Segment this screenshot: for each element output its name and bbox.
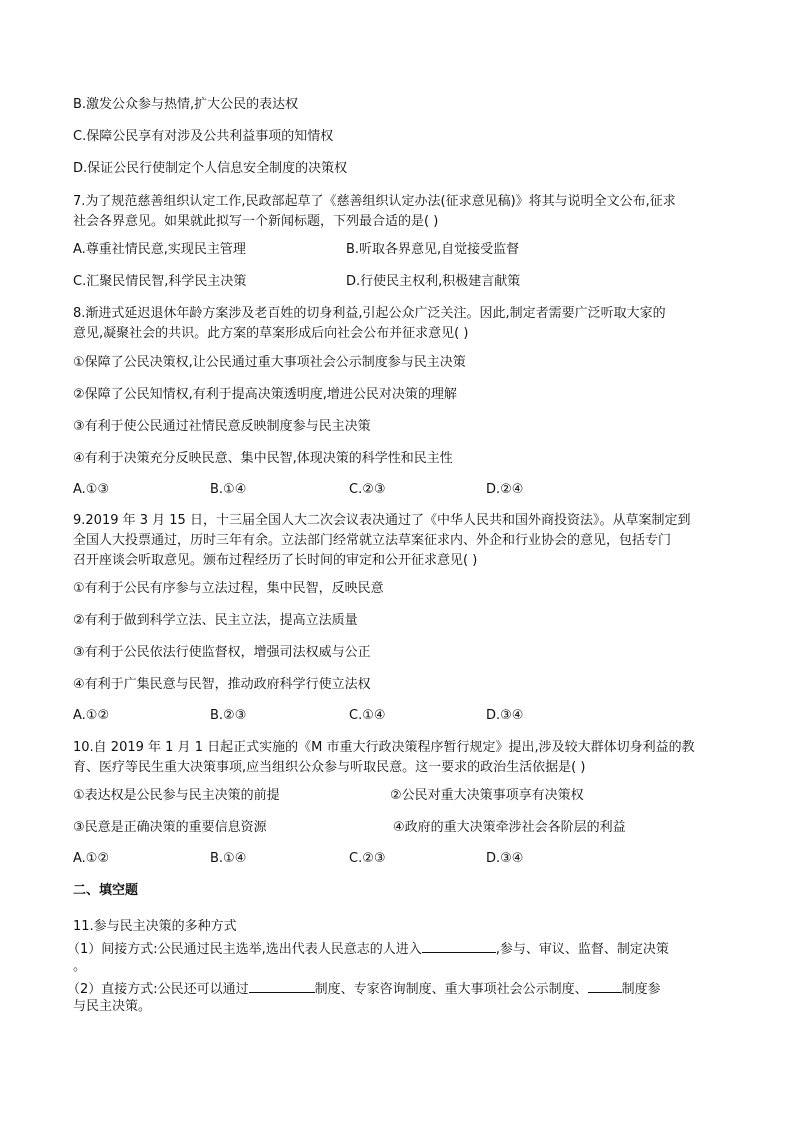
q8-stem-line-2: 意见,凝聚社会的共识。此方案的草案形成后向社会公布并征求意见( ) <box>73 326 469 341</box>
q10-statements-row-2 <box>73 819 723 837</box>
q11-part-2-text: （2）直接方式:公民还可以通过 <box>67 982 249 997</box>
q9-choices <box>73 707 723 725</box>
q7-option-b: B.听取各界意见,自觉接受监督 <box>346 242 520 257</box>
q10-statement-3: ③民意是正确决策的重要信息资源 <box>73 820 267 835</box>
q6-option-c: C.保障公民享有对涉及公共利益事项的知情权 <box>73 129 334 144</box>
q11-part-1-text: （1）间接方式:公民通过民主选举,选出代表人民意志的人进入 <box>67 942 422 957</box>
q9-statement-4: ④有利于广集民意与民智，推动政府科学行使立法权 <box>73 677 371 692</box>
q11-part-2-end: 与民主决策。 <box>73 999 152 1014</box>
q10-choice-a: A.①② <box>73 851 110 866</box>
q8-stem-line-1: 8.渐进式延迟退休年龄方案涉及老百姓的切身利益,引起公众广泛关注。因此,制定者需要广泛听取大家的 <box>73 306 666 321</box>
q9-stem-line-1: 9.2019 年 3 月 15 日，十三届全国人大二次会议表决通过了《中华人民共和国外商投资法》。从草案制定到 <box>73 513 691 528</box>
q6-option-d: D.保证公民行使制定个人信息安全制度的决策权 <box>73 161 348 176</box>
q11-part-1-after: ,参与、审议、监督、制定决策 <box>495 942 669 957</box>
q8-statement-2: ②保障了公民知情权,有利于提高决策透明度,增进公民对决策的理解 <box>73 387 457 402</box>
q9-statement-2: ②有利于做到科学立法、民主立法，提高立法质量 <box>73 613 358 628</box>
q7-option-d: D.行使民主权利,积极建言献策 <box>346 274 521 289</box>
q10-statements-row-1 <box>73 787 723 805</box>
q10-statement-4: ④政府的重大决策牵涉社会各阶层的利益 <box>393 820 626 835</box>
q11-blank-1[interactable] <box>422 938 496 953</box>
q7-option-c: C.汇聚民情民智,科学民主决策 <box>73 274 247 289</box>
q8-statement-1: ①保障了公民决策权,让公民通过重大事项社会公示制度参与民主决策 <box>73 355 466 370</box>
q8-statement-4: ④有利于决策充分反映民意、集中民智,体现决策的科学性和民主性 <box>73 451 453 466</box>
q10-choice-d: D.③④ <box>486 851 524 866</box>
q7-option-a: A.尊重社情民意,实现民主管理 <box>73 242 246 257</box>
q11-part-2-mid: 制度、专家咨询制度、重大事项社会公示制度、 <box>314 982 588 997</box>
q9-statement-1: ①有利于公民有序参与立法过程，集中民智，反映民意 <box>73 581 384 596</box>
q9-statement-3: ③有利于公民依法行使监督权，增强司法权威与公正 <box>73 645 371 660</box>
q9-stem-line-3: 召开座谈会听取意见。颁布过程经历了长时间的审定和公开征求意见( ) <box>73 553 478 568</box>
q10-statement-2: ②公民对重大决策事项享有决策权 <box>390 788 584 803</box>
q10-choice-b: B.①④ <box>210 851 247 866</box>
q8-choice-d: D.②④ <box>486 482 524 497</box>
q8-statement-3: ③有利于使公民通过社情民意反映制度参与民主决策 <box>73 419 371 434</box>
q11-part-1 <box>67 938 669 959</box>
q9-choice-d: D.③④ <box>486 708 524 723</box>
q8-choice-c: C.②③ <box>349 482 386 497</box>
section-fill-in-title: 二、填空题 <box>73 883 139 898</box>
q11-blank-2[interactable] <box>249 978 315 993</box>
q10-stem-line-2: 育、医疗等民生重大决策事项,应当组织公众参与听取民意。这一要求的政治生活依据是( ) <box>73 760 586 775</box>
q10-choice-c: C.②③ <box>349 851 386 866</box>
q11-title: 11.参与民主决策的多种方式 <box>73 919 237 934</box>
q11-part-1-end: 。 <box>73 959 87 974</box>
q7-options-row-1 <box>73 241 723 259</box>
q10-statement-1: ①表达权是公民参与民主决策的前提 <box>73 788 280 803</box>
q8-choice-a: A.①③ <box>73 482 110 497</box>
q7-stem-line-1: 7.为了规范慈善组织认定工作,民政部起草了《慈善组织认定办法(征求意见稿)》将其与说明全文公布,征求 <box>73 194 676 209</box>
q9-stem-line-2: 全国人大投票通过，历时三年有余。立法部门经常就立法草案征求内、外企和行业协会的意见，包括专门 <box>73 533 672 548</box>
q9-choice-b: B.②③ <box>210 708 247 723</box>
q9-choice-c: C.①④ <box>349 708 386 723</box>
q9-choice-a: A.①② <box>73 708 110 723</box>
q10-stem-line-1: 10.自 2019 年 1 月 1 日起正式实施的《M 市重大行政决策程序暂行规定》提出,涉及较大群体切身利益的教 <box>73 740 695 755</box>
q6-option-b: B.激发公众参与热情,扩大公民的表达权 <box>73 97 299 112</box>
q8-choices <box>73 481 723 499</box>
q11-part-2 <box>67 978 661 999</box>
q11-blank-3[interactable] <box>588 978 622 993</box>
q10-choices <box>73 850 723 868</box>
q7-stem-line-2: 社会各界意见。如果就此拟写一个新闻标题，下列最合适的是( ) <box>73 214 439 229</box>
q8-choice-b: B.①④ <box>210 482 247 497</box>
q7-options-row-2 <box>73 273 723 291</box>
q11-part-2-after: 制度参 <box>621 982 661 997</box>
